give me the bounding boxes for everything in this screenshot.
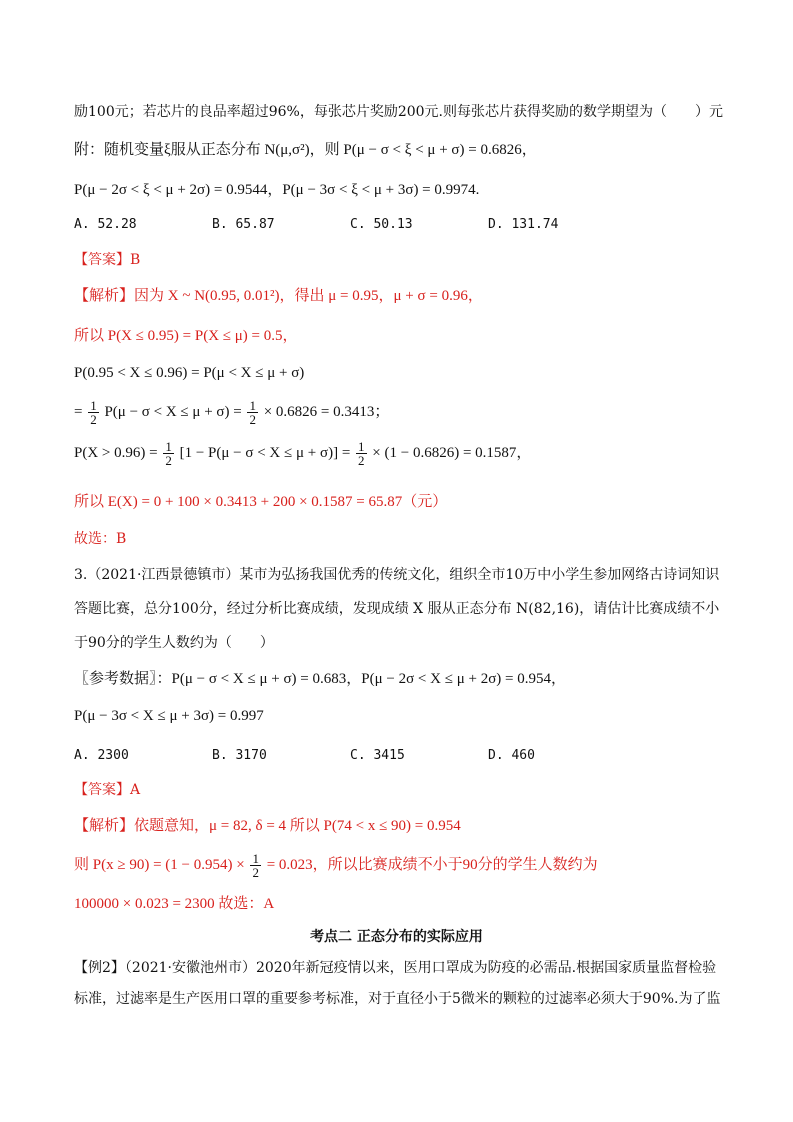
q3-stem-1: 3.（2021·江西景德镇市）某市为弘扬我国优秀的传统文化，组织全市10万中小学生参加网络古诗词知识 [74,567,720,583]
q2-conclusion: 故选：B [74,531,127,547]
section-title: 考点二 正态分布的实际应用 [310,929,483,945]
q2-analysis-6: 所以 E(X) = 0 + 100 × 0.3413 + 200 × 0.1587 = 65.87（元） [74,494,448,510]
q2-option-c: C. 50.13 [350,217,413,232]
q3-reference-1: 〖参考数据〗：P(μ − σ < X ≤ μ + σ) = 0.683，P(μ − 2σ < X ≤ μ + 2σ) = 0.954， [74,671,566,687]
q3-analysis-3: 100000 × 0.023 = 2300 故选：A [74,896,275,912]
q2-analysis-2: 所以 P(X ≤ 0.95) = P(X ≤ μ) = 0.5， [74,328,298,344]
q2-option-a: A. 52.28 [74,217,137,232]
example-2-line-1: 【例2】（2021·安徽池州市）2020年新冠疫情以来，医用口罩成为防疫的必需品.根据国家质量监督检验 [74,960,717,976]
fraction-half: $\frac{1}{2}$ [252,851,259,880]
q3-analysis-2: 则 P(x ≥ 90) = (1 − 0.954) × $\frac{1}{2}$ = 0.023，所以比赛成绩不小于90分的学生人数约为 [74,851,598,880]
q3-analysis-1: 【解析】依题意知，μ = 82, δ = 4 所以 P(74 < x ≤ 90) = 0.954 [74,818,461,834]
fraction-half: $\frac{1}{2}$ [165,439,172,468]
q2-option-d: D. 131.74 [488,217,559,232]
q2-analysis-5: P(X > 0.96) = $\frac{1}{2}$ [1 − P(μ − σ < X ≤ μ + σ)] = $\frac{1}{2}$ × (1 − 0.6826) = 0.1587， [74,439,532,468]
q3-option-c: C. 3415 [350,748,405,763]
q3-option-b: B. 3170 [212,748,267,763]
q2-options [74,216,626,232]
q3-option-a: A. 2300 [74,748,129,763]
q3-reference-2: P(μ − 3σ < X ≤ μ + 3σ) = 0.997 [74,708,264,724]
example-2-line-2: 标准，过滤率是生产医用口罩的重要参考标准，对于直径小于5微米的颗粒的过滤率必须大于90%.为了监 [74,991,721,1007]
q2-analysis-1: 【解析】因为 X ~ N(0.95, 0.01²)，得出 μ = 0.95，μ + σ = 0.96， [74,288,483,304]
q2-answer: 【答案】B [74,252,141,268]
q2-appendix-2: P(μ − 2σ < ξ < μ + 2σ) = 0.9544，P(μ − 3σ < ξ < μ + 3σ) = 0.9974. [74,182,480,198]
fraction-half: $\frac{1}{2}$ [358,439,365,468]
q2-analysis-3: P(0.95 < X ≤ 0.96) = P(μ < X ≤ μ + σ) [74,365,305,381]
q2-option-b: B. 65.87 [212,217,275,232]
q2-analysis-4: = $\frac{1}{2}$ P(μ − σ < X ≤ μ + σ) = $\frac{1}{2}$ × 0.6826 = 0.3413； [74,398,390,427]
fraction-half: $\frac{1}{2}$ [90,398,97,427]
q2-appendix-1: 附：随机变量ξ服从正态分布 N(μ,σ²)，则 P(μ − σ < ξ < μ + σ) = 0.6826， [74,142,537,158]
q3-option-d: D. 460 [488,748,535,763]
q2-stem-tail: 励100元；若芯片的良品率超过96%，每张芯片奖励200元.则每张芯片获得奖励的数学期望为（ ）元 [74,104,724,120]
fraction-half: $\frac{1}{2}$ [249,398,256,427]
q3-options [74,747,626,763]
q3-stem-3: 于90分的学生人数约为（ ） [74,635,274,651]
q3-answer: 【答案】A [74,782,141,798]
q3-stem-2: 答题比赛，总分100分，经过分析比赛成绩，发现成绩 X 服从正态分布 N(82,16)，请估计比赛成绩不小 [74,601,720,617]
